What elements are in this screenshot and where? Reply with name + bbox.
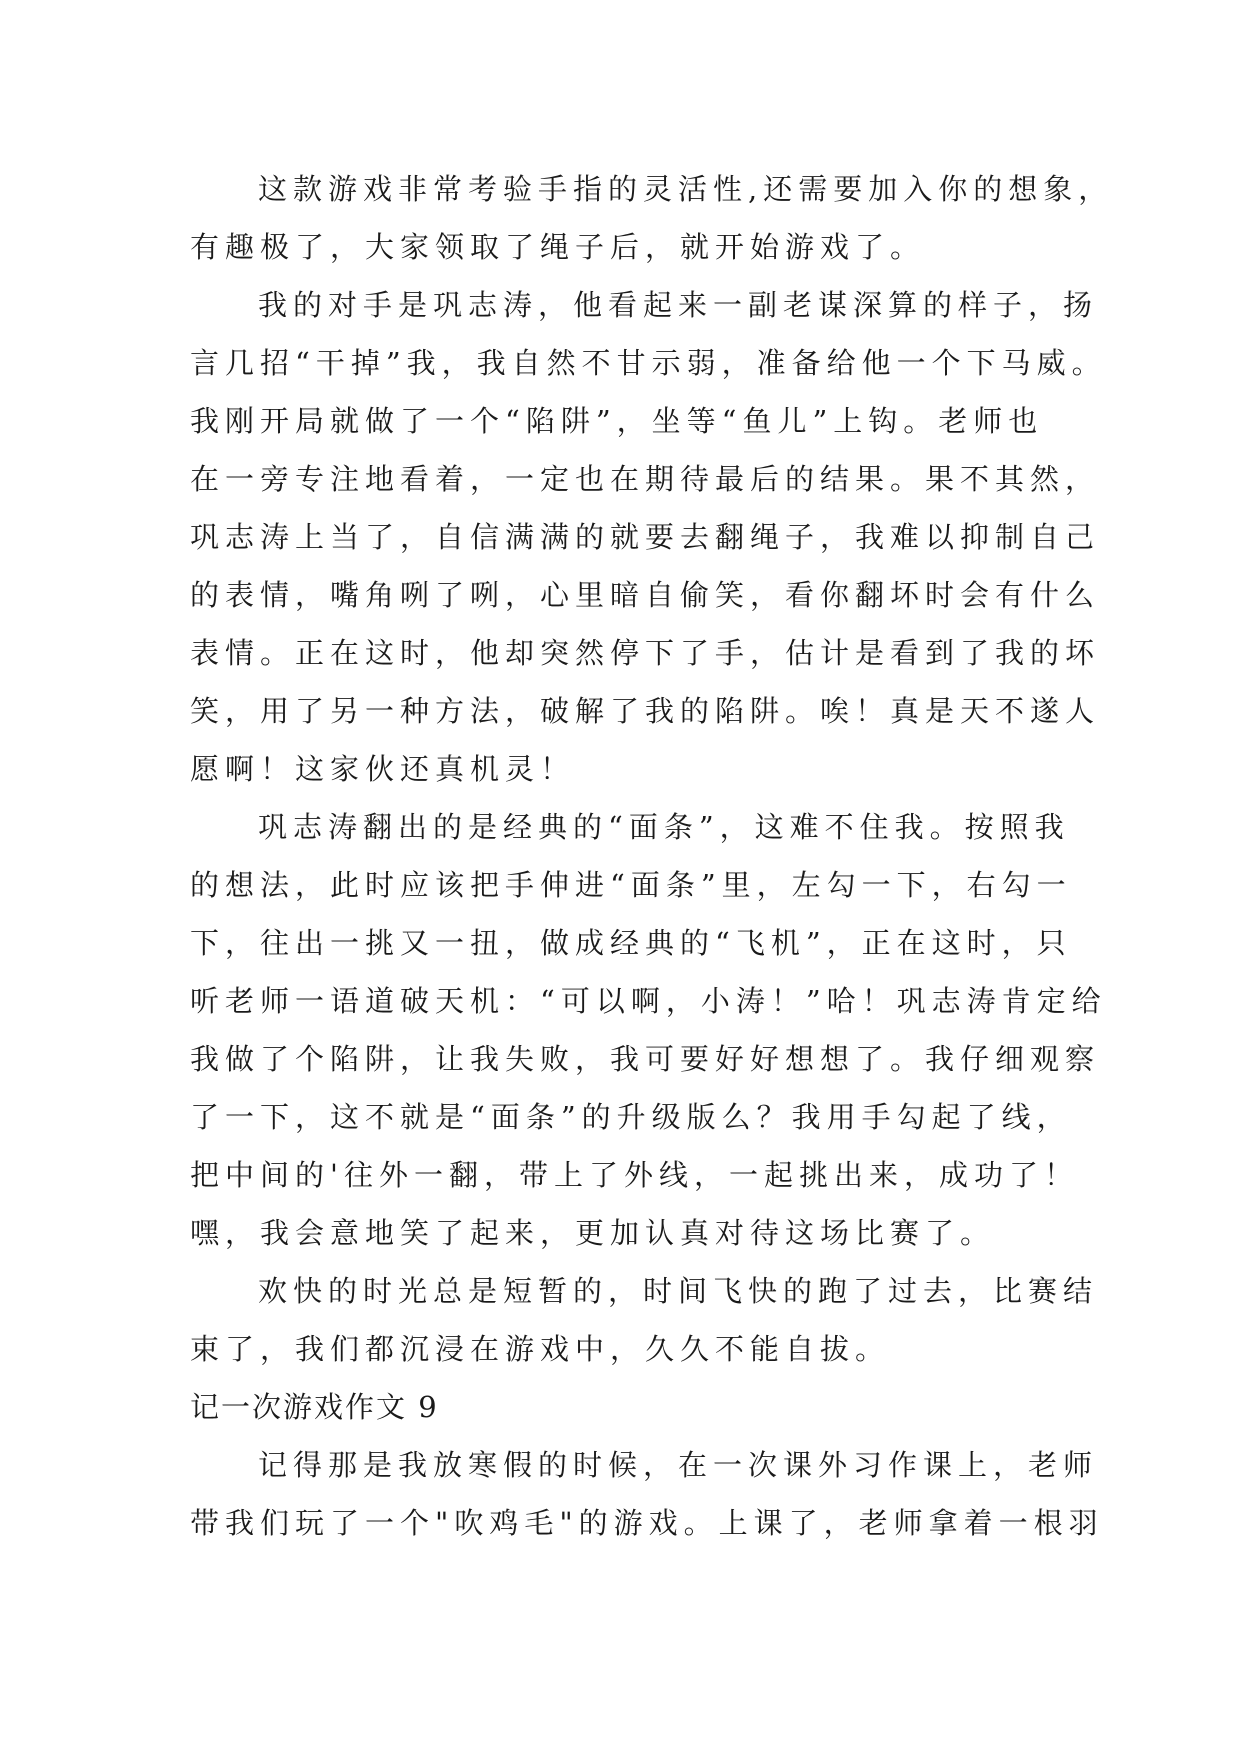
- paragraph-2: [190, 276, 1107, 798]
- text-line: 有趣极了，大家领取了绳子后，就开始游戏了。: [190, 230, 926, 264]
- text-line: 这款游戏非常考验手指的灵活性,还需要加入你的想象，: [258, 172, 1114, 206]
- text-line: 言几招“干掉”我，我自然不甘示弱，准备给他一个下马威。: [190, 346, 1107, 380]
- text-line: 记得那是我放寒假的时候，在一次课外习作课上，老师: [258, 1448, 1099, 1482]
- text-line: 的表情，嘴角咧了咧，心里暗自偷笑，看你翻坏时会有什么: [190, 578, 1101, 612]
- text-line: 巩志涛翻出的是经典的“面条”，这难不住我。按照我: [258, 810, 1070, 844]
- text-line: 把中间的'往外一翻，带上了外线，一起挑出来，成功了！: [190, 1158, 1079, 1192]
- text-line: 嘿，我会意地笑了起来，更加认真对待这场比赛了。: [190, 1216, 996, 1250]
- text-line: 我刚开局就做了一个“陷阱”，坐等“鱼儿”上钩。老师也: [190, 404, 1044, 438]
- paragraph-1: [190, 160, 1114, 276]
- paragraph-5: [190, 1436, 1104, 1552]
- text-line: 我的对手是巩志涛，他看起来一副老谋深算的样子，扬: [258, 288, 1099, 322]
- text-line: 欢快的时光总是短暂的，时间飞快的跑了过去，比赛结: [258, 1274, 1099, 1308]
- text-line: 带我们玩了一个"吹鸡毛"的游戏。上课了，老师拿着一根羽: [190, 1506, 1104, 1540]
- text-line: 在一旁专注地看着，一定也在期待最后的结果。果不其然，: [190, 462, 1101, 496]
- section-heading: 记一次游戏作文 9: [190, 1390, 439, 1424]
- text-line: 表情。正在这时，他却突然停下了手，估计是看到了我的坏: [190, 636, 1101, 670]
- text-line: 听老师一语道破天机：“可以啊，小涛！”哈！巩志涛肯定给: [190, 984, 1107, 1018]
- text-line: 了一下，这不就是“面条”的升级版么？我用手勾起了线，: [190, 1100, 1072, 1134]
- text-line: 的想法，此时应该把手伸进“面条”里，左勾一下，右勾一: [190, 868, 1072, 902]
- text-line: 愿啊！这家伙还真机灵！: [190, 752, 576, 786]
- paragraph-3: [190, 798, 1107, 1262]
- text-line: 我做了个陷阱，让我失败，我可要好好想想了。我仔细观察: [190, 1042, 1101, 1076]
- document-body: [190, 160, 1114, 1552]
- text-line: 巩志涛上当了，自信满满的就要去翻绳子，我难以抑制自己: [190, 520, 1101, 554]
- paragraph-4: [190, 1262, 1099, 1378]
- text-line: 笑，用了另一种方法，破解了我的陷阱。唉！真是天不遂人: [190, 694, 1101, 728]
- text-line: 下，往出一挑又一扭，做成经典的“飞机”，正在这时，只: [190, 926, 1072, 960]
- text-line: 束了，我们都沉浸在游戏中，久久不能自拔。: [190, 1332, 891, 1366]
